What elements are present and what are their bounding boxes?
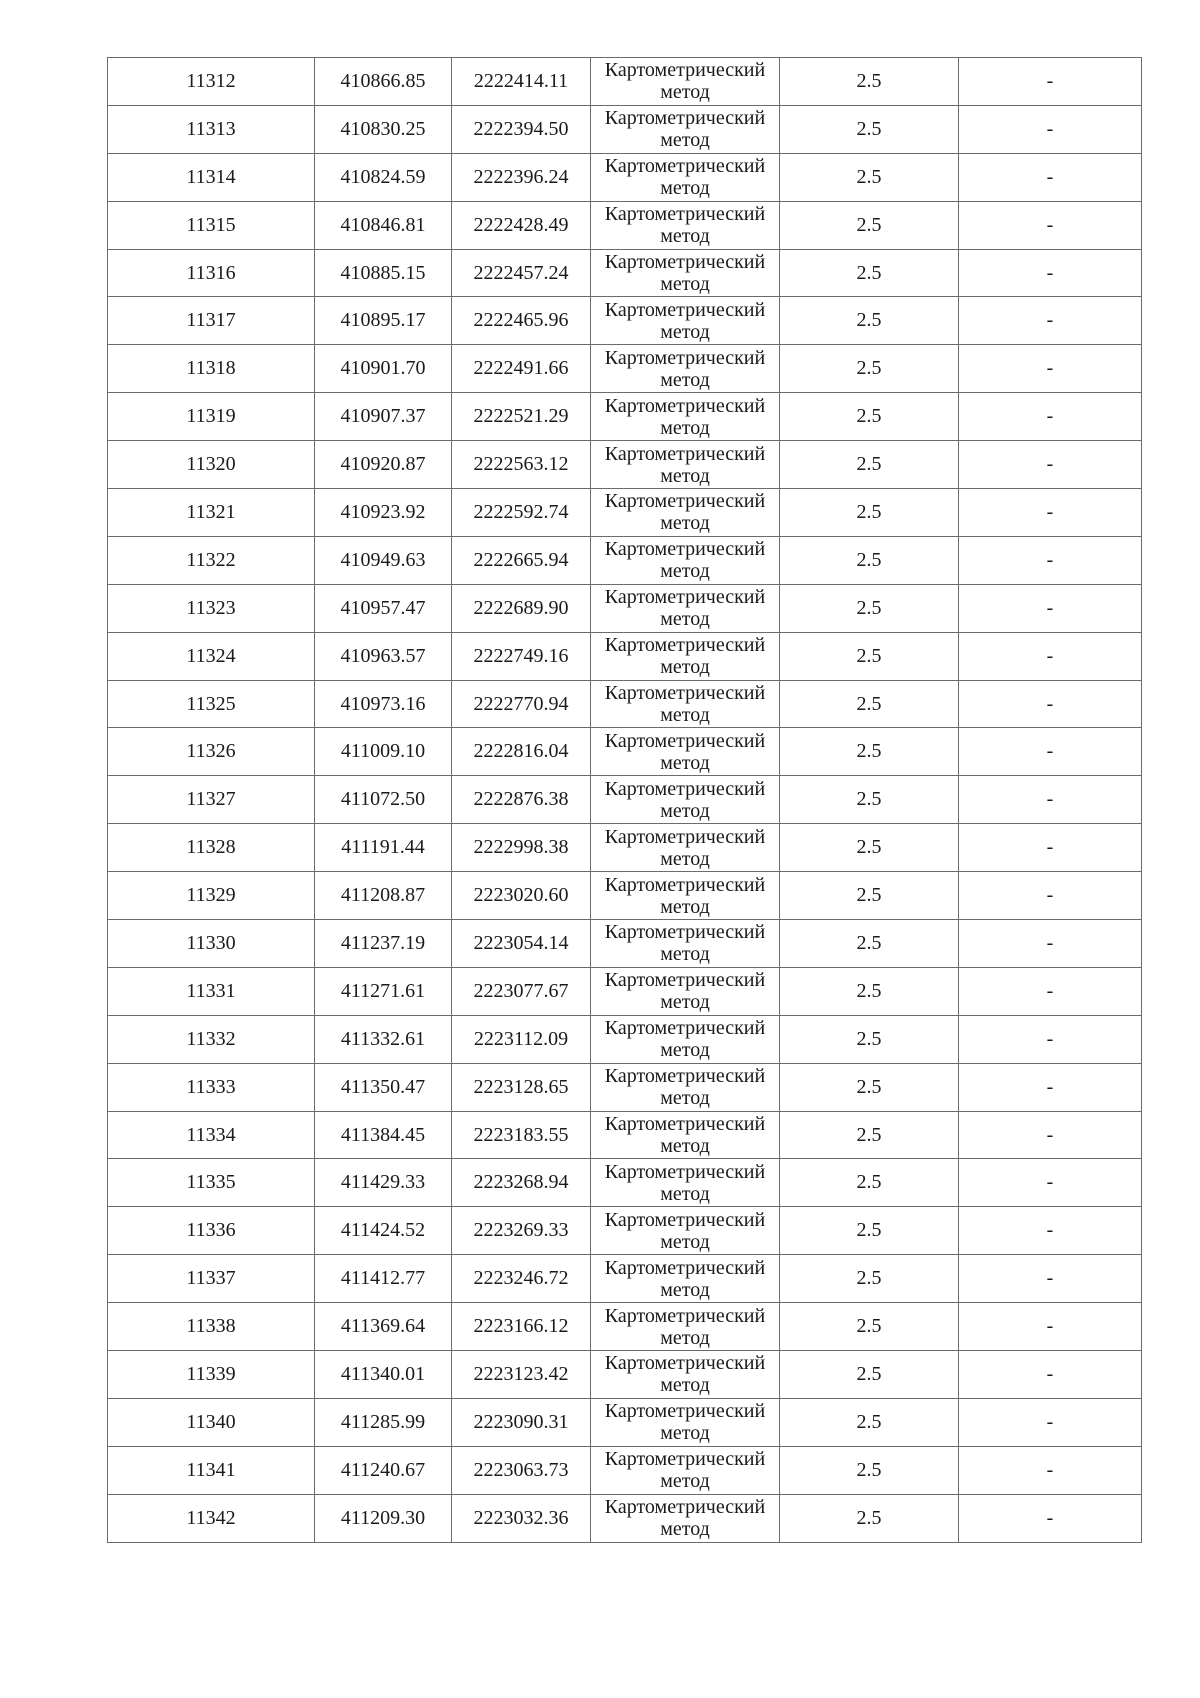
table-row <box>108 584 1142 632</box>
table-row <box>108 728 1142 776</box>
note-cell: - <box>959 153 1142 201</box>
y-coordinate-cell: 2223020.60 <box>452 872 591 920</box>
note-cell: - <box>959 967 1142 1015</box>
accuracy-cell: 2.5 <box>780 584 959 632</box>
method-cell <box>591 105 780 153</box>
x-coordinate-cell: 410895.17 <box>315 297 452 345</box>
accuracy-cell: 2.5 <box>780 441 959 489</box>
note-cell: - <box>959 872 1142 920</box>
point-number-cell: 11341 <box>108 1446 315 1494</box>
note-cell: - <box>959 393 1142 441</box>
method-cell <box>591 1159 780 1207</box>
y-coordinate-cell: 2222592.74 <box>452 489 591 537</box>
method-text: метод <box>660 704 710 727</box>
table-row <box>108 345 1142 393</box>
method-text: Картометрический <box>604 921 766 944</box>
y-coordinate-cell: 2223166.12 <box>452 1303 591 1351</box>
note-cell: - <box>959 1207 1142 1255</box>
method-text: метод <box>660 943 710 966</box>
method-text: Картометрический <box>604 394 766 417</box>
x-coordinate-cell: 411285.99 <box>315 1398 452 1446</box>
method-text: метод <box>660 1422 710 1445</box>
x-coordinate-cell: 411072.50 <box>315 776 452 824</box>
y-coordinate-cell: 2222428.49 <box>452 201 591 249</box>
point-number-cell: 11330 <box>108 920 315 968</box>
method-cell <box>591 393 780 441</box>
method-text: метод <box>660 464 710 487</box>
point-number-cell: 11319 <box>108 393 315 441</box>
method-text: метод <box>660 416 710 439</box>
table-row <box>108 1255 1142 1303</box>
x-coordinate-cell: 411350.47 <box>315 1063 452 1111</box>
table-row <box>108 441 1142 489</box>
y-coordinate-cell: 2223183.55 <box>452 1111 591 1159</box>
method-text: Картометрический <box>604 1448 766 1471</box>
method-text: метод <box>660 991 710 1014</box>
method-text: метод <box>660 512 710 535</box>
note-cell: - <box>959 584 1142 632</box>
note-cell: - <box>959 1111 1142 1159</box>
y-coordinate-cell: 2223128.65 <box>452 1063 591 1111</box>
point-number-cell: 11329 <box>108 872 315 920</box>
note-cell: - <box>959 1303 1142 1351</box>
method-text: метод <box>660 1087 710 1110</box>
table-row <box>108 297 1142 345</box>
accuracy-cell: 2.5 <box>780 920 959 968</box>
method-text: Картометрический <box>604 634 766 657</box>
method-text: Картометрический <box>604 442 766 465</box>
accuracy-cell: 2.5 <box>780 1446 959 1494</box>
method-text: метод <box>660 1518 710 1541</box>
note-cell: - <box>959 105 1142 153</box>
accuracy-cell: 2.5 <box>780 489 959 537</box>
x-coordinate-cell: 410866.85 <box>315 58 452 106</box>
method-text: метод <box>660 656 710 679</box>
table-row <box>108 1159 1142 1207</box>
accuracy-cell: 2.5 <box>780 728 959 776</box>
point-number-cell: 11321 <box>108 489 315 537</box>
y-coordinate-cell: 2222770.94 <box>452 680 591 728</box>
y-coordinate-cell: 2222414.11 <box>452 58 591 106</box>
table-row <box>108 680 1142 728</box>
table-row <box>108 105 1142 153</box>
note-cell: - <box>959 728 1142 776</box>
method-cell <box>591 345 780 393</box>
y-coordinate-cell: 2222563.12 <box>452 441 591 489</box>
note-cell: - <box>959 1015 1142 1063</box>
accuracy-cell: 2.5 <box>780 1111 959 1159</box>
note-cell: - <box>959 920 1142 968</box>
method-text: Картометрический <box>604 1352 766 1375</box>
x-coordinate-cell: 411369.64 <box>315 1303 452 1351</box>
point-number-cell: 11313 <box>108 105 315 153</box>
point-number-cell: 11327 <box>108 776 315 824</box>
method-text: метод <box>660 608 710 631</box>
x-coordinate-cell: 411424.52 <box>315 1207 452 1255</box>
method-cell <box>591 776 780 824</box>
method-cell <box>591 1207 780 1255</box>
note-cell: - <box>959 776 1142 824</box>
y-coordinate-cell: 2222457.24 <box>452 249 591 297</box>
y-coordinate-cell: 2223112.09 <box>452 1015 591 1063</box>
x-coordinate-cell: 411240.67 <box>315 1446 452 1494</box>
method-text: Картометрический <box>604 1065 766 1088</box>
method-cell <box>591 632 780 680</box>
table-row <box>108 393 1142 441</box>
y-coordinate-cell: 2223054.14 <box>452 920 591 968</box>
x-coordinate-cell: 411191.44 <box>315 824 452 872</box>
method-text: Картометрический <box>604 1304 766 1327</box>
x-coordinate-cell: 411340.01 <box>315 1351 452 1399</box>
coordinates-table <box>107 57 1142 1543</box>
method-cell <box>591 297 780 345</box>
y-coordinate-cell: 2223090.31 <box>452 1398 591 1446</box>
method-text: метод <box>660 1278 710 1301</box>
point-number-cell: 11316 <box>108 249 315 297</box>
method-text: Картометрический <box>604 1496 766 1519</box>
x-coordinate-cell: 411412.77 <box>315 1255 452 1303</box>
method-text: Картометрический <box>604 1113 766 1136</box>
note-cell: - <box>959 249 1142 297</box>
accuracy-cell: 2.5 <box>780 1398 959 1446</box>
method-text: Картометрический <box>604 1400 766 1423</box>
method-text: метод <box>660 751 710 774</box>
note-cell: - <box>959 680 1142 728</box>
accuracy-cell: 2.5 <box>780 632 959 680</box>
note-cell: - <box>959 345 1142 393</box>
method-text: метод <box>660 320 710 343</box>
note-cell: - <box>959 1398 1142 1446</box>
method-cell <box>591 680 780 728</box>
x-coordinate-cell: 411384.45 <box>315 1111 452 1159</box>
note-cell: - <box>959 297 1142 345</box>
method-cell <box>591 872 780 920</box>
method-text: метод <box>660 129 710 152</box>
note-cell: - <box>959 1351 1142 1399</box>
point-number-cell: 11328 <box>108 824 315 872</box>
method-cell <box>591 920 780 968</box>
y-coordinate-cell: 2222876.38 <box>452 776 591 824</box>
method-text: метод <box>660 1135 710 1158</box>
point-number-cell: 11326 <box>108 728 315 776</box>
x-coordinate-cell: 410963.57 <box>315 632 452 680</box>
table-row <box>108 824 1142 872</box>
accuracy-cell: 2.5 <box>780 1494 959 1542</box>
table-row <box>108 1398 1142 1446</box>
y-coordinate-cell: 2223032.36 <box>452 1494 591 1542</box>
accuracy-cell: 2.5 <box>780 1159 959 1207</box>
y-coordinate-cell: 2222998.38 <box>452 824 591 872</box>
accuracy-cell: 2.5 <box>780 393 959 441</box>
method-text: Картометрический <box>604 538 766 561</box>
x-coordinate-cell: 410973.16 <box>315 680 452 728</box>
point-number-cell: 11336 <box>108 1207 315 1255</box>
method-cell <box>591 153 780 201</box>
method-text: Картометрический <box>604 298 766 321</box>
x-coordinate-cell: 411429.33 <box>315 1159 452 1207</box>
method-text: Картометрический <box>604 1160 766 1183</box>
table-row <box>108 1015 1142 1063</box>
point-number-cell: 11339 <box>108 1351 315 1399</box>
method-text: Картометрический <box>604 777 766 800</box>
method-text: метод <box>660 225 710 248</box>
point-number-cell: 11338 <box>108 1303 315 1351</box>
note-cell: - <box>959 489 1142 537</box>
point-number-cell: 11340 <box>108 1398 315 1446</box>
method-cell <box>591 249 780 297</box>
method-cell <box>591 1303 780 1351</box>
accuracy-cell: 2.5 <box>780 1063 959 1111</box>
y-coordinate-cell: 2222749.16 <box>452 632 591 680</box>
point-number-cell: 11331 <box>108 967 315 1015</box>
method-cell <box>591 201 780 249</box>
method-text: Картометрический <box>604 346 766 369</box>
point-number-cell: 11342 <box>108 1494 315 1542</box>
table-row <box>108 1303 1142 1351</box>
table-row <box>108 1207 1142 1255</box>
method-text: Картометрический <box>604 251 766 273</box>
point-number-cell: 11320 <box>108 441 315 489</box>
y-coordinate-cell: 2222396.24 <box>452 153 591 201</box>
method-text: Картометрический <box>604 490 766 513</box>
accuracy-cell: 2.5 <box>780 824 959 872</box>
note-cell: - <box>959 201 1142 249</box>
method-text: Картометрический <box>604 873 766 896</box>
x-coordinate-cell: 410846.81 <box>315 201 452 249</box>
x-coordinate-cell: 410949.63 <box>315 536 452 584</box>
y-coordinate-cell: 2223063.73 <box>452 1446 591 1494</box>
point-number-cell: 11325 <box>108 680 315 728</box>
method-cell <box>591 441 780 489</box>
y-coordinate-cell: 2223268.94 <box>452 1159 591 1207</box>
y-coordinate-cell: 2222394.50 <box>452 105 591 153</box>
accuracy-cell: 2.5 <box>780 249 959 297</box>
y-coordinate-cell: 2223269.33 <box>452 1207 591 1255</box>
x-coordinate-cell: 410885.15 <box>315 249 452 297</box>
table-row <box>108 58 1142 106</box>
accuracy-cell: 2.5 <box>780 536 959 584</box>
method-cell <box>591 536 780 584</box>
method-cell <box>591 967 780 1015</box>
point-number-cell: 11312 <box>108 58 315 106</box>
point-number-cell: 11318 <box>108 345 315 393</box>
method-text: метод <box>660 1182 710 1205</box>
y-coordinate-cell: 2223246.72 <box>452 1255 591 1303</box>
y-coordinate-cell: 2223077.67 <box>452 967 591 1015</box>
method-text: метод <box>660 1326 710 1349</box>
x-coordinate-cell: 410957.47 <box>315 584 452 632</box>
accuracy-cell: 2.5 <box>780 345 959 393</box>
method-text: метод <box>660 1039 710 1062</box>
table-row <box>108 1351 1142 1399</box>
accuracy-cell: 2.5 <box>780 58 959 106</box>
accuracy-cell: 2.5 <box>780 1255 959 1303</box>
method-cell <box>591 1255 780 1303</box>
method-text: метод <box>660 81 710 104</box>
accuracy-cell: 2.5 <box>780 1207 959 1255</box>
y-coordinate-cell: 2222521.29 <box>452 393 591 441</box>
method-text: Картометрический <box>604 59 766 82</box>
x-coordinate-cell: 410830.25 <box>315 105 452 153</box>
x-coordinate-cell: 411009.10 <box>315 728 452 776</box>
x-coordinate-cell: 411237.19 <box>315 920 452 968</box>
table-row <box>108 632 1142 680</box>
y-coordinate-cell: 2222491.66 <box>452 345 591 393</box>
accuracy-cell: 2.5 <box>780 105 959 153</box>
y-coordinate-cell: 2222816.04 <box>452 728 591 776</box>
x-coordinate-cell: 410907.37 <box>315 393 452 441</box>
note-cell: - <box>959 1494 1142 1542</box>
method-text: метод <box>660 1374 710 1397</box>
method-text: Картометрический <box>604 1208 766 1231</box>
point-number-cell: 11334 <box>108 1111 315 1159</box>
method-cell <box>591 58 780 106</box>
method-text: метод <box>660 1230 710 1253</box>
accuracy-cell: 2.5 <box>780 1351 959 1399</box>
table-row <box>108 489 1142 537</box>
table-row <box>108 1111 1142 1159</box>
method-cell <box>591 1398 780 1446</box>
note-cell: - <box>959 536 1142 584</box>
method-text: метод <box>660 1470 710 1493</box>
note-cell: - <box>959 632 1142 680</box>
method-cell <box>591 824 780 872</box>
note-cell: - <box>959 441 1142 489</box>
method-text: метод <box>660 799 710 822</box>
x-coordinate-cell: 411332.61 <box>315 1015 452 1063</box>
y-coordinate-cell: 2223123.42 <box>452 1351 591 1399</box>
point-number-cell: 11335 <box>108 1159 315 1207</box>
method-cell <box>591 489 780 537</box>
table-row <box>108 1063 1142 1111</box>
method-text: метод <box>660 847 710 870</box>
coordinates-table-body <box>108 58 1142 1543</box>
table-row <box>108 201 1142 249</box>
table-row <box>108 153 1142 201</box>
point-number-cell: 11333 <box>108 1063 315 1111</box>
table-row <box>108 249 1142 297</box>
point-number-cell: 11315 <box>108 201 315 249</box>
method-text: Картометрический <box>604 586 766 609</box>
table-row <box>108 967 1142 1015</box>
y-coordinate-cell: 2222665.94 <box>452 536 591 584</box>
accuracy-cell: 2.5 <box>780 201 959 249</box>
x-coordinate-cell: 411208.87 <box>315 872 452 920</box>
method-text: метод <box>660 560 710 583</box>
method-text: Картометрический <box>604 1256 766 1279</box>
x-coordinate-cell: 410824.59 <box>315 153 452 201</box>
method-text: Картометрический <box>604 107 766 130</box>
table-row <box>108 920 1142 968</box>
note-cell: - <box>959 1446 1142 1494</box>
accuracy-cell: 2.5 <box>780 872 959 920</box>
accuracy-cell: 2.5 <box>780 1015 959 1063</box>
method-text: Картометрический <box>604 825 766 848</box>
point-number-cell: 11324 <box>108 632 315 680</box>
method-cell <box>591 1494 780 1542</box>
x-coordinate-cell: 410920.87 <box>315 441 452 489</box>
x-coordinate-cell: 411271.61 <box>315 967 452 1015</box>
table-row <box>108 1446 1142 1494</box>
point-number-cell: 11337 <box>108 1255 315 1303</box>
method-cell <box>591 584 780 632</box>
method-text: Картометрический <box>604 155 766 178</box>
note-cell: - <box>959 1159 1142 1207</box>
table-row <box>108 536 1142 584</box>
method-text: Картометрический <box>604 682 766 705</box>
method-cell <box>591 1111 780 1159</box>
method-text: Картометрический <box>604 729 766 752</box>
method-cell <box>591 1063 780 1111</box>
method-text: Картометрический <box>604 203 766 226</box>
x-coordinate-cell: 411209.30 <box>315 1494 452 1542</box>
note-cell: - <box>959 824 1142 872</box>
point-number-cell: 11314 <box>108 153 315 201</box>
x-coordinate-cell: 410901.70 <box>315 345 452 393</box>
y-coordinate-cell: 2222689.90 <box>452 584 591 632</box>
method-text: метод <box>660 895 710 918</box>
accuracy-cell: 2.5 <box>780 680 959 728</box>
method-cell <box>591 1015 780 1063</box>
method-cell <box>591 1446 780 1494</box>
method-text: метод <box>660 368 710 391</box>
method-cell <box>591 728 780 776</box>
accuracy-cell: 2.5 <box>780 967 959 1015</box>
point-number-cell: 11323 <box>108 584 315 632</box>
point-number-cell: 11332 <box>108 1015 315 1063</box>
note-cell: - <box>959 1063 1142 1111</box>
table-row <box>108 776 1142 824</box>
method-text: Картометрический <box>604 1017 766 1040</box>
note-cell: - <box>959 1255 1142 1303</box>
method-text: метод <box>660 177 710 200</box>
y-coordinate-cell: 2222465.96 <box>452 297 591 345</box>
note-cell: - <box>959 58 1142 106</box>
table-row <box>108 1494 1142 1542</box>
table-row <box>108 872 1142 920</box>
method-text: Картометрический <box>604 969 766 992</box>
method-cell <box>591 1351 780 1399</box>
accuracy-cell: 2.5 <box>780 153 959 201</box>
x-coordinate-cell: 410923.92 <box>315 489 452 537</box>
accuracy-cell: 2.5 <box>780 297 959 345</box>
point-number-cell: 11322 <box>108 536 315 584</box>
accuracy-cell: 2.5 <box>780 1303 959 1351</box>
accuracy-cell: 2.5 <box>780 776 959 824</box>
point-number-cell: 11317 <box>108 297 315 345</box>
method-text: метод <box>660 273 710 295</box>
